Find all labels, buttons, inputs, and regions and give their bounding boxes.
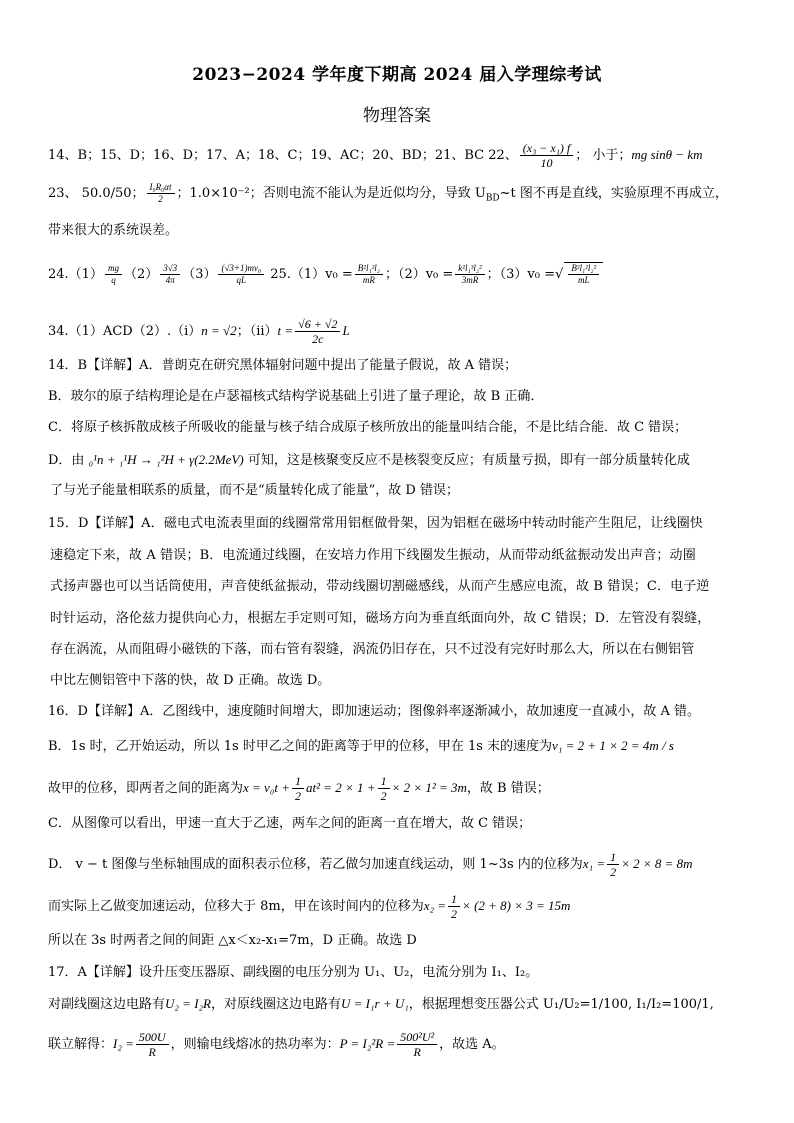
sqrt-icon: √ [555,267,564,282]
q15-line-3: 式扬声器也可以当话筒使用，声音使纸盆振动，带动线圈切割磁感线，从而产生感应电流，故 B 错误；C．电子逆 [50,579,710,594]
q23-fraction: $\frac{\text{I₀R₀αt}}{2}$ [147,182,175,205]
q15-line-6: 中比左侧铝管中下落的快，故 D 正确。故选 D。 [50,673,331,688]
answer-subtitle: 物理答案 [363,106,431,126]
answers-line-2: 23、 50.0/50； $\frac{\text{I₀R₀αt}}{2}$ ；1.0×10⁻²；否则电流不能认为是近似均分，导致 $U_{BD}\sim t$ 图不再是直线，实验原理不再成立， [48,182,728,204]
q16-line-6: 而实际上乙做变加速运动，位移大于 8m，甲在该时间内的位移为x₂ = $\frac{1}{2}$ × (2 + 8) × 3 = 15m [48,892,571,921]
answers-line-4: 24.（1） $\frac{mg}{q}$ （2） $\frac{3√3}{4\pi}$ （3） $\frac{\text{(√3+1)mv₀}}{qL}$ 25.（1）v₀ = $\frac{\text{B²l₁²l₂}}{mR}$ ；（2）v₀ = $\frac{\text{k²l₁³l₂²}}{3mR}$ ；（3）v₀ =√ $\frac{\text{B²l₁²l₂²}}{mL}$ [48,262,603,286]
q22-expression: mg sinθ − km [631,147,703,162]
answers-line-5: 34.（1）ACD（2）.（i）n = √2；（ii）t = $\frac{√6 + √2}{2c}$ L [48,317,350,346]
q15-line-5: 存在涡流，从而阻碍小磁铁的下落，而右管有裂缝，涡流仍旧存在，只不过没有完好时那么大，所以在右侧铝管 [50,642,695,657]
q16-line-1: 16．D【详解】A．乙图线中，速度随时间增大，即加速运动；图像斜率逐渐减小，故加速度一直减小，故 A 错。 [48,704,701,719]
q15-line-2: 速稳定下来，故 A 错误；B．电流通过线圈，在安培力作用下线圈发生振动，从而带动纸盆振动发出声音；动圈 [50,548,696,563]
q22-fraction: $\frac{\text{(x₃ − x₁) f}}{10}$ [520,141,573,170]
q15-line-4: 时针运动，洛伦兹力提供向心力，根据左手定则可知，磁场方向为垂直纸面向外，故 C 错误；D．左管没有裂缝， [50,611,711,626]
q14-explain-a: 14．B【详解】A．普朗克在研究黑体辐射问题中提出了能量子假说，故 A 错误； [48,358,518,373]
q14-explain-d2: 了与光子能量相联系的质量，而不是“质量转化成了能量”，故 D 错误； [50,483,459,498]
q15-line-1: 15．D【详解】A．磁电式电流表里面的线圈常常用铝框做骨架，因为铝框在磁场中转动时能产生阻尼，让线圈快 [48,516,704,531]
nuclear-equation: ₀¹n + ₁¹H → ₁²H + γ(2.2MeV) [88,452,244,467]
q16-line-5: D． v − t 图像与坐标轴围成的面积表示位移，若乙做匀加速直线运动，则 1~3s 内的位移为x₁ = $\frac{1}{2}$ × 2 × 8 = 8m [48,850,693,879]
q14-explain-d1: D．由 ₀¹n + ₁¹H → ₁²H + γ(2.2MeV) 可知，这是核聚变反应不是核裂变反应；有质量亏损，即有一部分质量转化成 [48,452,690,468]
q16-line-7: 所以在 3s 时两者之间的间距 △x＜x₂-x₁=7m，D 正确。故选 D [48,933,417,948]
q16-line-2: B．1s 时，乙开始运动，所以 1s 时甲乙之间的距离等于甲的位移，甲在 1s 末的速度为v₁ = 2 + 1 × 2 = 4m / s [48,738,674,754]
q14-explain-b: B．玻尔的原子结构理论是在卢瑟福核式结构学说基础上引进了量子理论，故 B 正确． [48,389,544,404]
q16-line-4: C．从图像可以看出，甲速一直大于乙速，两车之间的距离一直在增大，故 C 错误； [48,816,532,831]
q17-line-2: 对副线圈这边电路有U₂ = I₂R，对原线圈这边电路有U = I₁r + U₁，根据理想变压器公式 U₁/U₂=1/100, I₁/I₂=100/1, [48,996,714,1012]
q17-line-3: 联立解得：I₂ = $\frac{500U}{R}$ ，则输电线熔冰的热功率为：P = I₂²R = $\frac{\text{500²U²}}{R}$ ，故选 A。 [48,1030,505,1059]
q17-line-1: 17．A【详解】设升压变压器原、副线圈的电压分别为 U₁、U₂，电流分别为 I₁、I₂。 [48,965,539,980]
answers-line-3: 带来很大的系统误差。 [48,223,179,238]
choice-answers: 14、B；15、D；16、D；17、A；18、C；19、AC；20、BD；21、BC 22、 [48,148,518,163]
answers-line-1: 14、B；15、D；16、D；17、A；18、C；19、AC；20、BD；21、BC 22、 $\frac{\text{(x₃ − x₁) f}}{10}$ ； 小于；mg sinθ − km [48,141,703,170]
q14-explain-c: C．将原子核拆散成核子所吸收的能量与核子结合成原子核所放出的能量叫结合能，不是比结合能．故 C 错误； [48,420,688,435]
q16-line-3: 故甲的位移，即两者之间的距离为x = v₀t + $\frac{1}{2}$ at² = 2 × 1 + $\frac{1}{2}$ × 2 × 1² = 3m，故 B 错误； [48,774,550,803]
exam-title: 2023−2024 学年度下期高 2024 届入学理综考试 [192,65,602,85]
